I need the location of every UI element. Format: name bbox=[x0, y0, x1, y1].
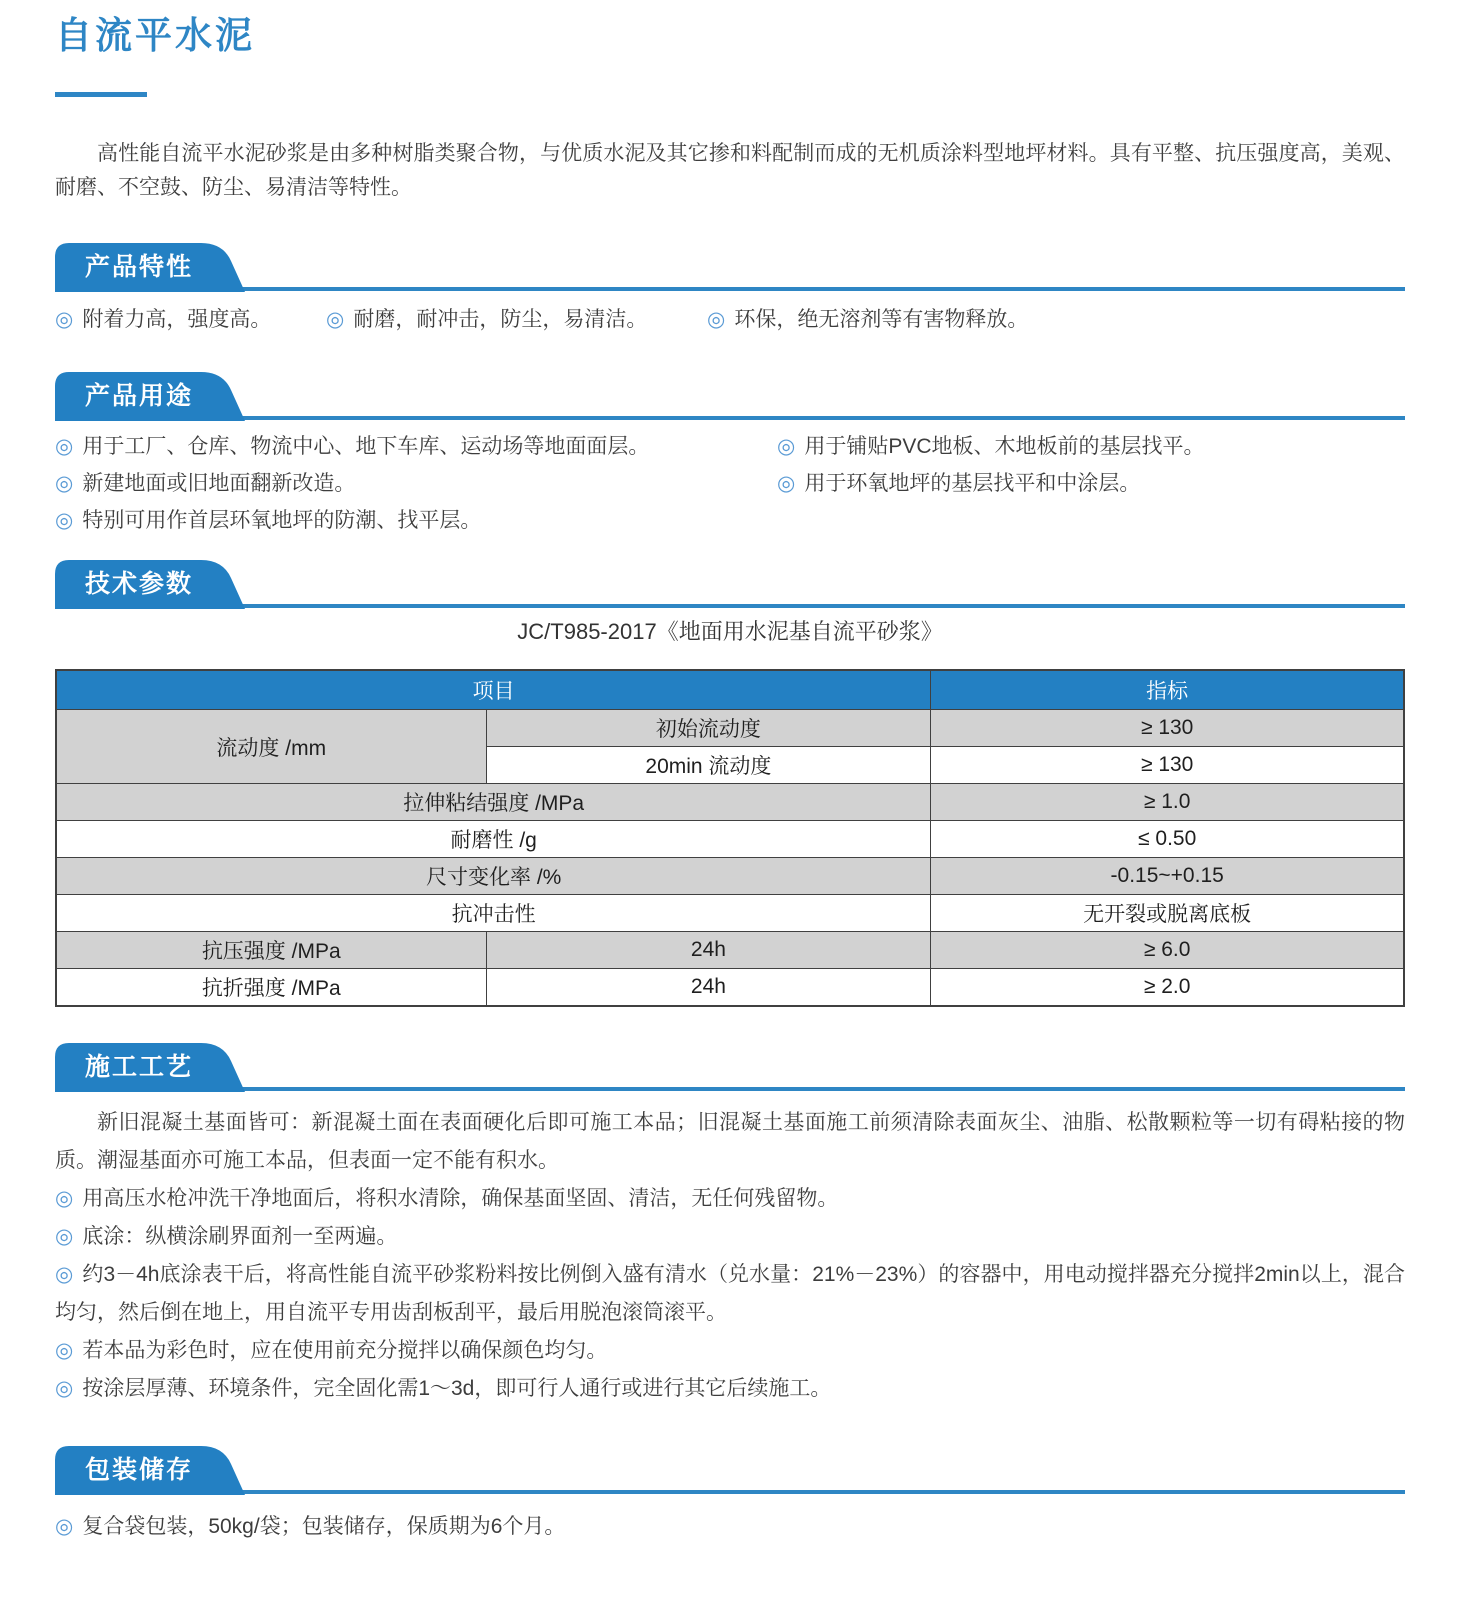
list-item bbox=[55, 433, 777, 461]
cell: 无开裂或脱离底板 bbox=[931, 895, 1404, 932]
cell: 24h bbox=[486, 932, 931, 969]
tech-params-table bbox=[55, 669, 1405, 1007]
cell: ≥ 2.0 bbox=[931, 969, 1404, 1007]
section-title-process: 施工工艺 bbox=[85, 1053, 194, 1081]
cell: 初始流动度 bbox=[486, 710, 931, 747]
table-row bbox=[56, 710, 1404, 747]
process-step: 用高压水枪冲洗干净地面后，将积水清除，确保基面坚固、清洁，无任何残留物。 bbox=[82, 1187, 839, 1210]
feature-text: 环保，绝无溶剂等有害物释放。 bbox=[734, 308, 1029, 331]
section-title-params: 技术参数 bbox=[85, 570, 194, 598]
table-caption: JC/T985-2017《地面用水泥基自流平砂浆》 bbox=[517, 619, 943, 644]
section-header-packaging bbox=[55, 1446, 1405, 1495]
bullseye-icon: ◎ bbox=[55, 1339, 74, 1362]
section-rule bbox=[55, 287, 1405, 291]
section-header-params bbox=[55, 560, 1405, 609]
process-step: 约3－4h底涂表干后，将高性能自流平砂浆粉料按比例倒入盛有清水（兑水量：21%－23%）的容器中，用电动搅拌器充分搅拌2min以上，混合均匀，然后倒在地上，用自流平专用齿刮板刮平，最后用脱泡滚筒滚平。 bbox=[55, 1263, 1405, 1324]
bullseye-icon: ◎ bbox=[55, 1225, 74, 1248]
cell: -0.15~+0.15 bbox=[931, 858, 1404, 895]
bullseye-icon: ◎ bbox=[55, 1187, 74, 1210]
bullseye-icon: ◎ bbox=[55, 1377, 74, 1400]
use-text: 特别可用作首层环氧地坪的防潮、找平层。 bbox=[82, 509, 482, 532]
table-row bbox=[56, 784, 1404, 821]
section-rule bbox=[55, 604, 1405, 608]
list-item bbox=[55, 470, 777, 498]
bullseye-icon: ◎ bbox=[707, 308, 726, 331]
cell: 抗压强度 /MPa bbox=[56, 932, 486, 969]
section-tab bbox=[55, 372, 255, 421]
section-title-features: 产品特性 bbox=[85, 253, 194, 281]
process-step: 按涂层厚薄、环境条件，完全固化需1～3d，即可行人通行或进行其它后续施工。 bbox=[82, 1377, 832, 1400]
bullseye-icon: ◎ bbox=[326, 308, 345, 331]
list-item bbox=[326, 306, 707, 334]
section-tab bbox=[55, 560, 255, 609]
header-cell-index: 指标 bbox=[931, 670, 1404, 710]
bullseye-icon: ◎ bbox=[55, 1263, 74, 1286]
list-item bbox=[55, 1218, 1405, 1256]
cell: 尺寸变化率 /% bbox=[56, 858, 931, 895]
list-item bbox=[55, 306, 326, 334]
cell: 耐磨性 /g bbox=[56, 821, 931, 858]
list-item bbox=[777, 433, 1405, 461]
title-underline bbox=[55, 92, 147, 97]
list-item bbox=[55, 507, 777, 535]
bullseye-icon: ◎ bbox=[777, 435, 796, 458]
bullseye-icon: ◎ bbox=[55, 308, 74, 331]
features-list bbox=[55, 306, 1405, 334]
cell: 流动度 /mm bbox=[56, 710, 486, 784]
uses-left-column bbox=[55, 433, 777, 535]
bullseye-icon: ◎ bbox=[55, 435, 74, 458]
bullseye-icon: ◎ bbox=[777, 472, 796, 495]
section-rule bbox=[55, 416, 1405, 420]
cell: 抗折强度 /MPa bbox=[56, 969, 486, 1007]
cell: ≥ 1.0 bbox=[931, 784, 1404, 821]
cell: ≥ 130 bbox=[931, 710, 1404, 747]
cell: 拉伸粘结强度 /MPa bbox=[56, 784, 931, 821]
bullseye-icon: ◎ bbox=[55, 472, 74, 495]
use-text: 新建地面或旧地面翻新改造。 bbox=[82, 472, 356, 495]
uses-right-column bbox=[777, 433, 1405, 535]
section-header-features bbox=[55, 243, 1405, 292]
uses-list bbox=[55, 433, 1405, 535]
process-step: 若本品为彩色时，应在使用前充分搅拌以确保颜色均匀。 bbox=[82, 1339, 608, 1362]
process-instructions bbox=[55, 1104, 1405, 1408]
table-row bbox=[56, 858, 1404, 895]
section-title-packaging: 包装储存 bbox=[85, 1456, 194, 1484]
table-row bbox=[56, 821, 1404, 858]
table-row bbox=[56, 895, 1404, 932]
cell: 24h bbox=[486, 969, 931, 1007]
feature-text: 附着力高，强度高。 bbox=[82, 308, 272, 331]
section-title-uses: 产品用途 bbox=[85, 382, 194, 410]
page-title: 自流平水泥 bbox=[55, 15, 255, 56]
process-step: 底涂：纵横涂刷界面剂一至两遍。 bbox=[82, 1225, 398, 1248]
cell: ≥ 130 bbox=[931, 747, 1404, 784]
intro-paragraph: 高性能自流平水泥砂浆是由多种树脂类聚合物，与优质水泥及其它掺和料配制而成的无机质涂料型地坪材料。具有平整、抗压强度高，美观、耐磨、不空鼓、防尘、易清洁等特性。 bbox=[55, 142, 1405, 199]
list-item bbox=[55, 1256, 1405, 1332]
use-text: 用于铺贴PVC地板、木地板前的基层找平。 bbox=[804, 435, 1205, 458]
table-row bbox=[56, 969, 1404, 1007]
section-tab bbox=[55, 1446, 255, 1495]
section-rule bbox=[55, 1490, 1405, 1494]
use-text: 用于工厂、仓库、物流中心、地下车库、运动场等地面面层。 bbox=[82, 435, 650, 458]
bullseye-icon: ◎ bbox=[55, 1515, 74, 1538]
process-paragraph: 新旧混凝土基面皆可：新混凝土面在表面硬化后即可施工本品；旧混凝土基面施工前须清除表面灰尘、油脂、松散颗粒等一切有碍粘接的物质。潮湿基面亦可施工本品，但表面一定不能有积水。 bbox=[55, 1111, 1405, 1172]
list-item bbox=[55, 1513, 1405, 1541]
use-text: 用于环氧地坪的基层找平和中涂层。 bbox=[804, 472, 1141, 495]
feature-text: 耐磨，耐冲击，防尘，易清洁。 bbox=[353, 308, 648, 331]
cell: 20min 流动度 bbox=[486, 747, 931, 784]
section-header-uses bbox=[55, 372, 1405, 421]
list-item bbox=[55, 1180, 1405, 1218]
section-tab bbox=[55, 1043, 255, 1092]
table-row bbox=[56, 932, 1404, 969]
section-rule bbox=[55, 1087, 1405, 1091]
cell: ≤ 0.50 bbox=[931, 821, 1404, 858]
bullseye-icon: ◎ bbox=[55, 509, 74, 532]
table-header-row bbox=[56, 670, 1404, 710]
list-item bbox=[55, 1370, 1405, 1408]
cell: ≥ 6.0 bbox=[931, 932, 1404, 969]
list-item bbox=[707, 306, 1405, 334]
section-header-process bbox=[55, 1043, 1405, 1092]
header-cell-item: 项目 bbox=[56, 670, 931, 710]
packaging-text: 复合袋包装，50kg/袋；包装储存，保质期为6个月。 bbox=[82, 1515, 566, 1538]
section-tab bbox=[55, 243, 255, 292]
list-item bbox=[777, 470, 1405, 498]
list-item bbox=[55, 1332, 1405, 1370]
cell: 抗冲击性 bbox=[56, 895, 931, 932]
